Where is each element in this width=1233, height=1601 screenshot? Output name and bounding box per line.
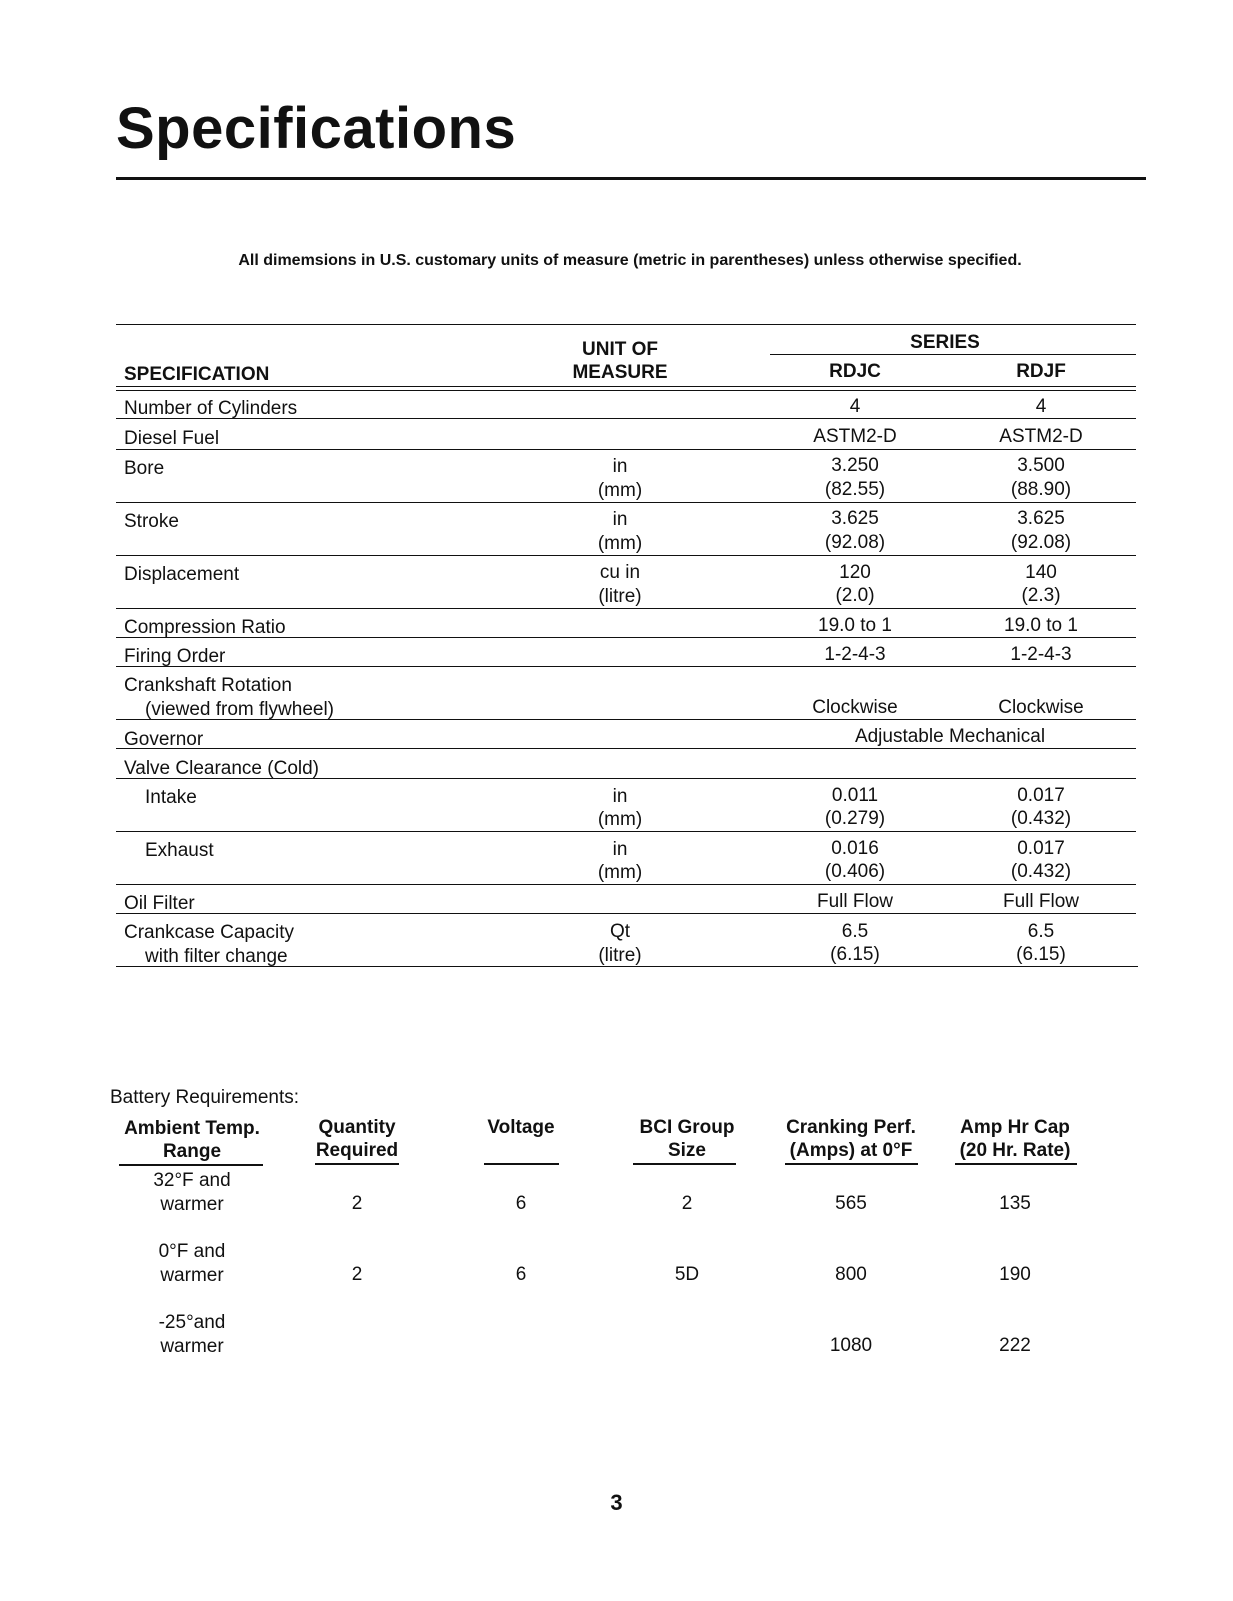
crankcase-rdjf1: 6.5: [1027, 921, 1055, 942]
stroke-unit2: (mm): [597, 533, 643, 554]
stroke-rdjc1: 3.625: [831, 508, 879, 529]
series-rule: [770, 354, 1136, 355]
displacement-rdjc2: (2.0): [835, 585, 875, 606]
header-rule-2: [116, 390, 1136, 391]
crankcase-rdjc1: 6.5: [841, 921, 869, 942]
row-label-crankshaft-sub: (viewed from flywheel): [145, 699, 334, 720]
battery-range2: warmer: [160, 1265, 224, 1286]
exhaust-rdjf2: (0.432): [1010, 861, 1072, 882]
exhaust-unit1: in: [612, 839, 628, 860]
displacement-rdjf2: (2.3): [1021, 585, 1061, 606]
header-specification: SPECIFICATION: [124, 364, 270, 385]
row-label-bore: Bore: [124, 458, 165, 479]
row-label-governor: Governor: [124, 729, 204, 750]
row-rule: [116, 608, 1136, 609]
header-rdjf: RDJF: [1016, 361, 1066, 382]
stroke-rdjf2: (92.08): [1010, 532, 1072, 553]
row-label-compression: Compression Ratio: [124, 617, 286, 638]
battery-caption: Battery Requirements:: [110, 1087, 300, 1108]
row-label-cylinders: Number of Cylinders: [124, 398, 298, 419]
bore-unit1: in: [612, 456, 628, 477]
battery-amp: 190: [999, 1264, 1031, 1285]
compression-rdjc: 19.0 to 1: [818, 615, 892, 636]
row-rule: [116, 418, 1136, 419]
battery-amp: 222: [999, 1335, 1031, 1356]
battery-header-qty-l1: Quantity: [318, 1117, 396, 1138]
battery-header-crank-l2: (Amps) at 0°F: [789, 1140, 913, 1161]
row-rule: [116, 913, 1136, 914]
row-label-crankcase: Crankcase Capacity: [124, 922, 295, 943]
bore-rdjf1: 3.500: [1017, 455, 1065, 476]
title-rule: [116, 177, 1146, 180]
governor-both: Adjustable Mechanical: [854, 726, 1046, 747]
row-rule: [116, 884, 1136, 885]
battery-crank: 565: [835, 1193, 867, 1214]
table-top-rule: [116, 324, 1136, 325]
intake-unit1: in: [612, 786, 628, 807]
header-underline: [484, 1163, 559, 1165]
cylinders-rdjc: 4: [849, 396, 861, 417]
battery-header-crank-l1: Cranking Perf.: [786, 1117, 916, 1138]
battery-volt: 6: [515, 1264, 527, 1285]
row-rule: [116, 778, 1136, 779]
row-label-firing: Firing Order: [124, 646, 226, 667]
stroke-unit1: in: [612, 509, 628, 530]
units-note: All dimemsions in U.S. customary units of measure (metric in parentheses) unless otherwise specified.: [238, 252, 1022, 269]
exhaust-rdjf1: 0.017: [1017, 838, 1065, 859]
row-rule: [116, 666, 1136, 667]
battery-header-qty-l2: Required: [315, 1140, 399, 1161]
battery-qty: 2: [351, 1193, 363, 1214]
battery-qty: 2: [351, 1264, 363, 1285]
intake-unit2: (mm): [597, 809, 643, 830]
firing-rdjc: 1-2-4-3: [824, 644, 886, 665]
battery-range2: warmer: [160, 1194, 224, 1215]
page-title: Specifications: [116, 96, 517, 161]
crankshaft-rdjf: Clockwise: [998, 697, 1084, 718]
row-label-valve: Valve Clearance (Cold): [124, 758, 320, 779]
battery-bci: 5D: [674, 1264, 700, 1285]
row-label-crankshaft: Crankshaft Rotation: [124, 675, 292, 696]
displacement-unit1: cu in: [599, 562, 641, 583]
header-underline: [633, 1163, 736, 1165]
row-label-crankcase-sub: with filter change: [145, 946, 288, 967]
battery-header-bci-l2: Size: [667, 1140, 707, 1161]
row-rule: [116, 719, 1136, 720]
bore-rdjf2: (88.90): [1010, 479, 1072, 500]
row-label-fuel: Diesel Fuel: [124, 428, 220, 449]
bore-unit2: (mm): [597, 480, 643, 501]
stroke-rdjf1: 3.625: [1017, 508, 1065, 529]
displacement-rdjf1: 140: [1025, 562, 1057, 583]
row-rule: [116, 831, 1136, 832]
header-unit-line1: UNIT OF: [582, 339, 658, 360]
fuel-rdjf: ASTM2-D: [999, 426, 1083, 447]
crankcase-unit2: (litre): [598, 945, 642, 966]
battery-bci: 2: [681, 1193, 693, 1214]
battery-range1: 0°F and: [158, 1241, 226, 1262]
battery-header-amp-l1: Amp Hr Cap: [960, 1117, 1070, 1138]
intake-rdjf2: (0.432): [1010, 808, 1072, 829]
intake-rdjc1: 0.011: [831, 785, 879, 806]
page-number: 3: [610, 1490, 623, 1515]
exhaust-rdjc1: 0.016: [831, 838, 879, 859]
row-rule: [116, 449, 1136, 450]
displacement-rdjc1: 120: [839, 562, 871, 583]
firing-rdjf: 1-2-4-3: [1010, 644, 1072, 665]
battery-amp: 135: [999, 1193, 1031, 1214]
header-rule-1: [116, 386, 1136, 387]
crankshaft-rdjc: Clockwise: [812, 697, 898, 718]
fuel-rdjc: ASTM2-D: [813, 426, 897, 447]
header-series: SERIES: [910, 332, 980, 353]
row-rule: [116, 555, 1136, 556]
row-rule: [116, 502, 1136, 503]
crankcase-unit1: Qt: [609, 921, 631, 942]
header-unit-line2: MEASURE: [572, 362, 668, 383]
row-label-oil-filter: Oil Filter: [124, 893, 195, 914]
oil-filter-rdjf: Full Flow: [1002, 891, 1079, 912]
cylinders-rdjf: 4: [1035, 396, 1047, 417]
battery-range1: 32°F and: [153, 1170, 231, 1191]
intake-rdjc2: (0.279): [824, 808, 886, 829]
row-rule: [116, 748, 1136, 749]
exhaust-unit2: (mm): [597, 862, 643, 883]
battery-header-voltage: Voltage: [487, 1117, 555, 1138]
displacement-unit2: (litre): [598, 586, 642, 607]
battery-range2: warmer: [160, 1336, 224, 1357]
battery-crank: 1080: [829, 1335, 873, 1356]
battery-header-range-l2: Range: [162, 1141, 222, 1162]
battery-header-bci-l1: BCI Group: [639, 1117, 735, 1138]
oil-filter-rdjc: Full Flow: [816, 891, 893, 912]
battery-header-range-l1: Ambient Temp.: [124, 1118, 260, 1139]
battery-crank: 800: [835, 1264, 867, 1285]
exhaust-rdjc2: (0.406): [824, 861, 886, 882]
header-underline: [315, 1163, 399, 1165]
compression-rdjf: 19.0 to 1: [1004, 615, 1078, 636]
battery-volt: 6: [515, 1193, 527, 1214]
bore-rdjc1: 3.250: [831, 455, 879, 476]
intake-rdjf1: 0.017: [1017, 785, 1065, 806]
row-label-displacement: Displacement: [124, 564, 240, 585]
header-rdjc: RDJC: [829, 361, 881, 382]
table-bottom-rule: [116, 966, 1138, 967]
stroke-rdjc2: (92.08): [824, 532, 886, 553]
row-rule: [116, 637, 1136, 638]
crankcase-rdjf2: (6.15): [1016, 944, 1066, 965]
bore-rdjc2: (82.55): [824, 479, 886, 500]
battery-range1: -25°and: [158, 1312, 226, 1333]
row-label-stroke: Stroke: [124, 511, 179, 532]
header-underline: [119, 1164, 263, 1166]
crankcase-rdjc2: (6.15): [830, 944, 880, 965]
row-label-exhaust: Exhaust: [145, 840, 214, 861]
header-underline: [785, 1163, 918, 1165]
battery-header-amp-l2: (20 Hr. Rate): [959, 1140, 1071, 1161]
header-underline: [955, 1163, 1077, 1165]
row-label-intake: Intake: [145, 787, 197, 808]
